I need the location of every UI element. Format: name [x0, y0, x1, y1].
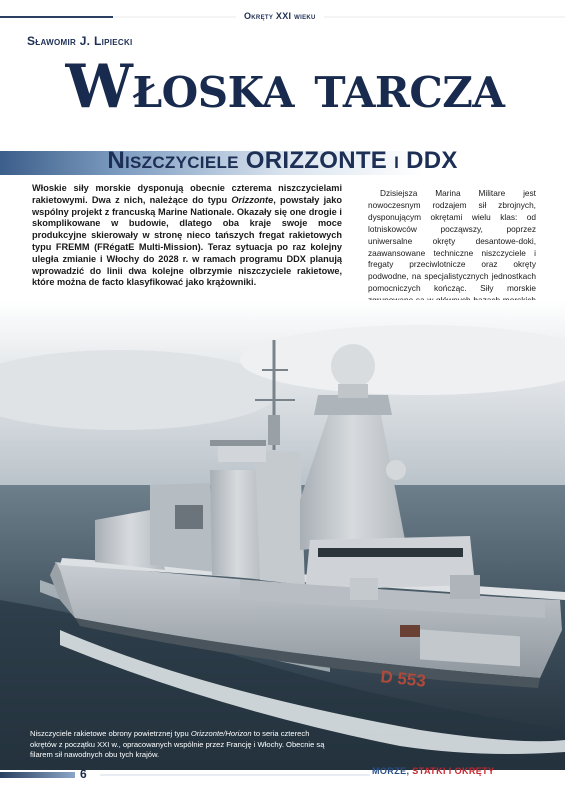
brand-part-2: STATKI I OKRĘTY	[409, 766, 495, 776]
article-title: Włoska tarcza	[65, 52, 505, 122]
article-subtitle: Niszczyciele ORIZZONTE i DDX	[107, 147, 458, 174]
section-title: Okręty XXI wieku	[236, 9, 324, 23]
caption-text-italic: Orizzonte/Horizon	[190, 729, 252, 738]
photo-caption	[30, 729, 330, 761]
hull-number-text: D 553	[379, 667, 427, 691]
destroyer-illustration	[0, 300, 565, 770]
magazine-brand	[372, 766, 494, 776]
lead-text-italic: Orizzonte	[231, 194, 274, 205]
footer-rule-left	[0, 772, 75, 778]
running-header	[0, 9, 565, 26]
ship-photo	[0, 300, 565, 770]
caption-text-1: Niszczyciele rakietowe obrony powietrznej typu	[30, 729, 191, 738]
lead-text-2: , powstały jako wspólny projekt z francuską Marine Nationale. Okazały się one drogie i skomplikowane w budowie, dlatego oba kraje swoje moce produkcyjne skierowały w stronę nieco tańszych fregat rakietowych typu FREMM (FRégatE Multi-Mission). Teraz sytuacja po raz kolejny uległa zmianie i Włochy do 2028 r. w ramach programu DDX planują wprowadzić do linii dwa kolejne olbrzymie niszczyciele rakietowe, które można de facto klasyfikować jako krążowniki.	[32, 194, 342, 288]
author-name: Sławomir J. Lipiecki	[27, 34, 133, 48]
caption-text-2: to seria czterech okrętów z początku XXI w., opracowanych wspólnie przez Francję i Włochy. Obecnie są filarem sił nawodnych obu tych krajów.	[30, 729, 325, 759]
page-footer	[0, 766, 565, 800]
lead-text-1: Włoskie siły morskie dysponują obecnie czterema niszczycielami rakietowymi. Dwa z nich, należące do typu	[32, 183, 342, 205]
footer-rule-right	[100, 774, 370, 776]
lead-paragraph	[32, 183, 342, 289]
body-column-right: Dzisiejsza Marina Militare jest nowoczesnym rodzajem sił zbrojnych, dysponującym okrętami wielu klas: od lotniskowców począwszy, poprzez uniwersalne okręty desantowe-doki, zaawansowane techniczne niszczyciele i fregaty przeciwlotnicze oraz okręty podwodne, na specjalistycznych jednostkach pomocniczych kończąc. Siły morskie	[368, 188, 536, 294]
page-number: 6	[80, 767, 87, 781]
brand-part-1: MORZE,	[372, 766, 410, 776]
